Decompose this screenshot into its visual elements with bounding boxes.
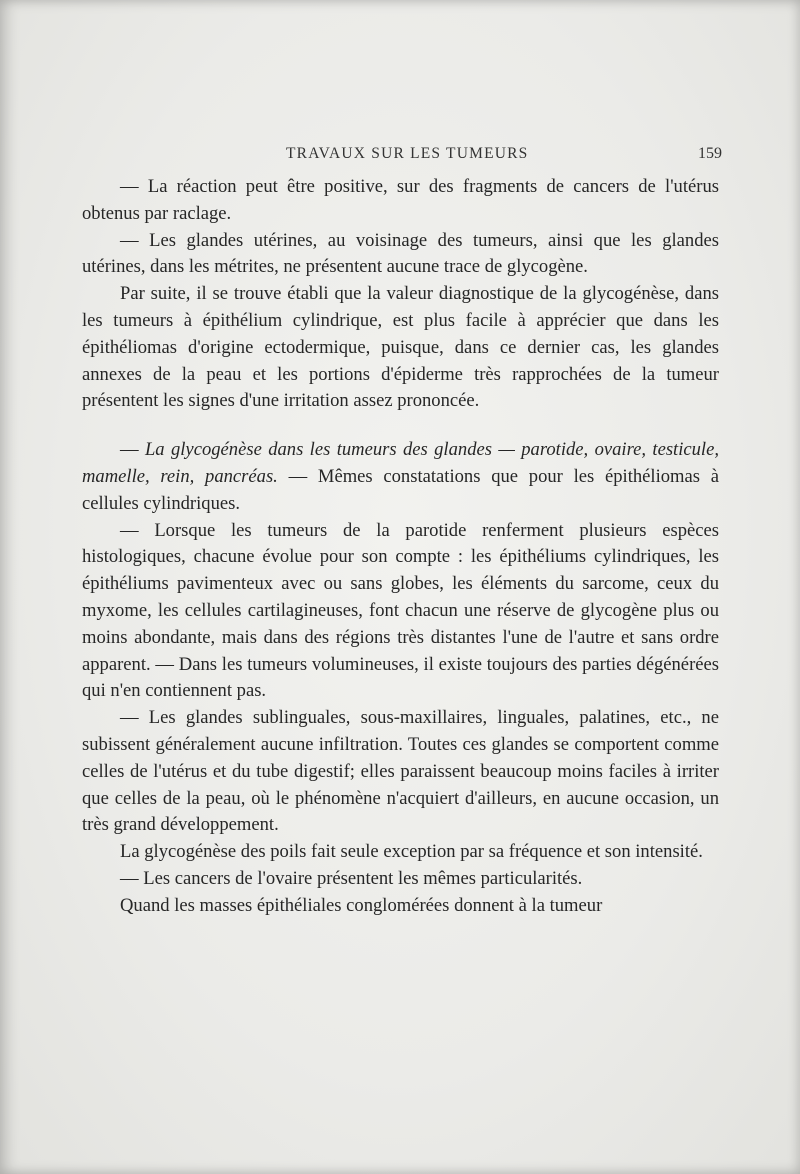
paragraph-rest: — Mêmes constatations que pour les épithéliomas à cellules cylindriques. bbox=[82, 465, 719, 514]
paragraph-hair-exception: La glycogénèse des poils fait seule exception par sa fréquence et son intensité. bbox=[120, 841, 703, 863]
paragraph-diagnostic-value: Par suite, il se trouve établi que la valeur diagnostique de la glycogénèse, dans les tumeurs à épithélium cylindrique, est plus facile à apprécier que dans les épithéliomas d'origine ectodermique, puisque, dans ce dernier cas, les glandes annexes de la peau et les portions d'épiderme très rapprochées de la tumeur présentent les signes d'une irritation assez prononcée. bbox=[82, 283, 719, 412]
paragraph-glands-glycogenesis bbox=[82, 437, 719, 517]
paragraph-uterus-reaction: — La réaction peut être positive, sur des fragments de cancers de l'utérus obtenus par raclage. bbox=[82, 176, 719, 224]
running-header bbox=[118, 145, 720, 169]
running-title: TRAVAUX SUR LES TUMEURS bbox=[286, 145, 529, 162]
paragraph-lead-dash: — bbox=[120, 439, 145, 461]
paragraph-salivary-glands: — Les glandes sublinguales, sous-maxillaires, linguales, palatines, etc., ne subissent généralement aucune infiltration. Toutes ces glandes se comportent comme celles de l'utérus et du tube digestif; elles paraissent beaucoup moins faciles à irriter que celles de la peau, où le phénomène n'acquiert d'ailleurs, en aucune occasion, un très grand développement. bbox=[82, 707, 719, 836]
page-number: 159 bbox=[698, 145, 722, 162]
section-italic-title: La glycogénèse dans les tumeurs des glandes — parotide, ovaire, testicule, mamelle, rein, pancréas. bbox=[82, 439, 720, 487]
paragraph-epithelial-masses: Quand les masses épithéliales conglomérées donnent à la tumeur bbox=[120, 894, 603, 916]
body-text bbox=[82, 174, 719, 920]
paragraph-uterine-glands: — Les glandes utérines, au voisinage des tumeurs, ainsi que les glandes utérines, dans les métrites, ne présentent aucune trace de glycogène. bbox=[82, 229, 719, 278]
paragraph-ovary-cancers: — Les cancers de l'ovaire présentent les mêmes particularités. bbox=[120, 867, 583, 889]
paragraph-parotid-tumors: — Lorsque les tumeurs de la parotide renferment plusieurs espèces histologiques, chacune évolue pour son compte : les épithéliums cylindriques, les épithéliums pavimenteux avec ou sans globes, les éléments du sarcome, ceux du myxome, les cellules cartilagineuses, font chacun une réserve de glycogène plus ou moins abondante, mais dans des régions très distantes l'une de l'autre et sans ordre apparent. — Dans les tumeurs volumineuses, il existe toujours des parties dégénérées qui n'en contiennent pas. bbox=[82, 519, 719, 702]
